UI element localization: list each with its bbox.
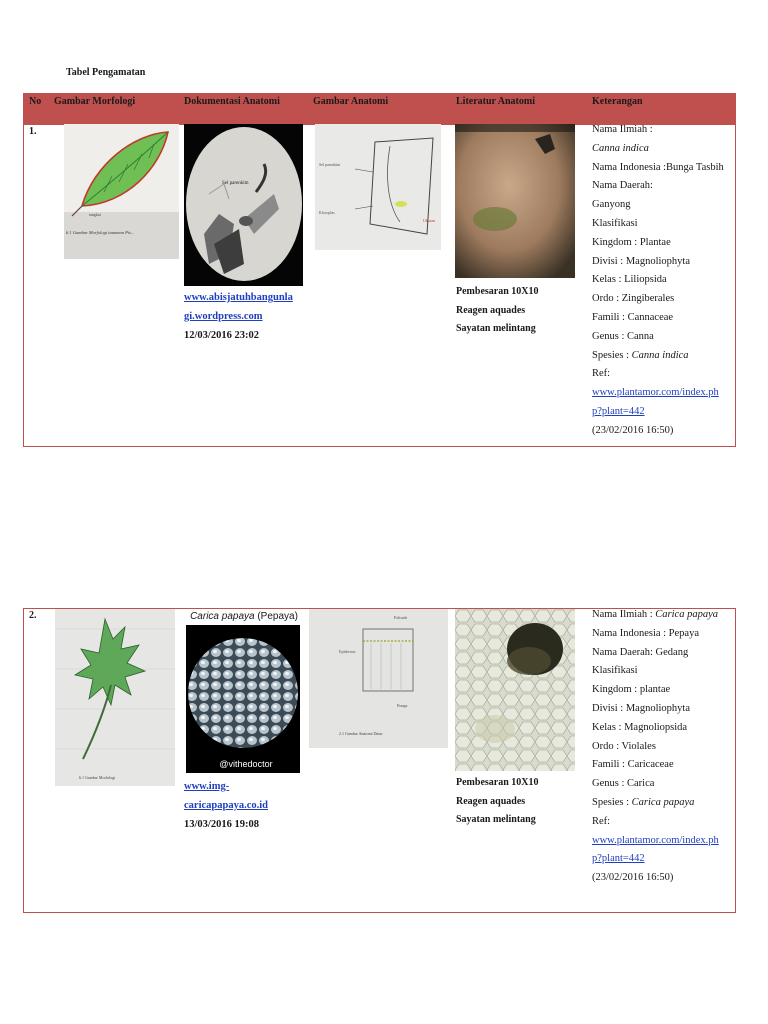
morfologi-papaya-leaf-drawing — [55, 609, 175, 786]
svg-text:Ukuran: Ukuran — [423, 218, 435, 223]
morfologi-leaf-drawing — [64, 124, 179, 259]
spesies-label: Spesies : — [592, 796, 632, 808]
spesies — [592, 794, 719, 813]
literatur-note: Sayatan melintang — [456, 323, 536, 335]
nama-indonesia: Nama Indonesia :Bunga Tasbih — [592, 161, 724, 173]
row-number: 2. — [29, 610, 37, 621]
header-keterangan: Keterangan — [592, 96, 643, 107]
keterangan-block — [592, 606, 719, 888]
genus: Genus : Canna — [592, 330, 654, 342]
table-header — [23, 93, 736, 124]
nama-daerah: Nama Daerah: Gedang — [592, 646, 689, 658]
svg-text:Bunga: Bunga — [397, 703, 408, 708]
svg-text:2.1 Gambar Anatomi Daun: 2.1 Gambar Anatomi Daun — [339, 731, 383, 736]
svg-text:6.1 Gambar Morfologi: 6.1 Gambar Morfologi — [79, 775, 116, 780]
header-gambar-morfologi: Gambar Morfologi — [54, 96, 136, 107]
header-no: No — [29, 96, 42, 107]
ordo: Ordo : Violales — [592, 740, 656, 752]
keterangan-block — [592, 121, 724, 441]
divisi: Divisi : Magnoliophyta — [592, 702, 690, 714]
spesies-label: Spesies : — [592, 349, 632, 361]
spesies-name: Canna indica — [631, 349, 689, 361]
gambar-anatomi-sketch — [315, 124, 441, 250]
spesies-name: Carica papaya — [631, 796, 695, 808]
ref-url-link[interactable]: p?plant=442 — [592, 405, 645, 417]
ref-url-link[interactable]: www.plantamor.com/index.ph — [592, 387, 719, 399]
gambar-anatomi-sketch — [309, 609, 448, 748]
ref-label: Ref: — [592, 815, 611, 827]
caption-species: Carica papaya — [190, 611, 255, 622]
ref-date: (23/02/2016 16:50) — [592, 872, 674, 884]
literatur-note: Pembesaran 10X10 — [456, 286, 539, 297]
header-literatur-anatomi: Literatur Anatomi — [456, 96, 535, 107]
dokumentasi-anatomi-photo — [186, 625, 300, 773]
nama-daerah-label: Nama Daerah: — [592, 180, 653, 192]
nama-ilmiah-label: Nama Ilmiah : — [592, 124, 653, 135]
kelas: Kelas : Liliopsida — [592, 274, 667, 286]
dokumentasi-url-link[interactable]: www.abisjatuhbangunla — [184, 292, 293, 303]
dokumentasi-photo-caption — [186, 609, 302, 625]
nama-ilmiah: Canna indica — [592, 142, 649, 154]
svg-text:Epidermis: Epidermis — [339, 649, 356, 654]
ref-url-link[interactable]: p?plant=442 — [592, 853, 645, 865]
literatur-note: Sayatan melintang — [456, 814, 536, 826]
ref-date: (23/02/2016 16:50) — [592, 424, 674, 436]
genus: Genus : Carica — [592, 778, 655, 790]
dokumentasi-label: Sel parenkim — [222, 181, 249, 186]
klasifikasi: Klasifikasi — [592, 217, 638, 229]
nama-ilmiah-label: Nama Ilmiah : — [592, 609, 656, 620]
literatur-note: Reagen aquades — [456, 304, 526, 316]
literatur-anatomi-photo — [455, 124, 575, 278]
dokumentasi-url-link[interactable]: www.img- — [184, 781, 230, 792]
dokumentasi-url-link[interactable]: gi.wordpress.com — [184, 310, 263, 322]
dokumentasi-url-link[interactable]: caricapapaya.co.id — [184, 799, 268, 811]
divisi: Divisi : Magnoliophyta — [592, 255, 690, 267]
svg-text:Sel parenkim: Sel parenkim — [319, 162, 341, 167]
dokumentasi-datetime: 12/03/2016 23:02 — [184, 329, 259, 341]
spesies — [592, 347, 724, 366]
caption-common: (Pepaya) — [254, 611, 298, 622]
klasifikasi: Klasifikasi — [592, 665, 638, 677]
svg-text:tangkai: tangkai — [89, 212, 101, 217]
famili: Famili : Caricaceae — [592, 759, 674, 771]
ref-url-link[interactable]: www.plantamor.com/index.ph — [592, 834, 719, 846]
kelas: Kelas : Magnoliopsida — [592, 721, 688, 733]
nama-daerah: Ganyong — [592, 199, 631, 211]
famili: Famili : Cannaceae — [592, 311, 674, 323]
nama-ilmiah: Carica papaya — [655, 609, 718, 620]
literatur-note: Reagen aquades — [456, 795, 526, 807]
photo-watermark: @vithedoctor — [219, 759, 273, 769]
svg-text:Kloroplas: Kloroplas — [319, 210, 335, 215]
literatur-note: Pembesaran 10X10 — [456, 777, 539, 788]
ref-label: Ref: — [592, 368, 611, 380]
header-gambar-anatomi: Gambar Anatomi — [313, 96, 389, 107]
page-title: Tabel Pengamatan — [66, 67, 146, 78]
ordo: Ordo : Zingiberales — [592, 293, 675, 305]
kingdom: Kingdom : plantae — [592, 684, 671, 696]
literatur-anatomi-photo — [455, 609, 575, 771]
svg-text:Palisade: Palisade — [394, 615, 408, 620]
row-number: 1. — [29, 126, 37, 137]
header-dokumentasi-anatomi: Dokumentasi Anatomi — [184, 96, 280, 107]
morfologi-caption: 6.1 Gambar Morfologi tanaman Pis... — [66, 230, 135, 235]
kingdom: Kingdom : Plantae — [592, 236, 671, 248]
dokumentasi-anatomi-photo — [184, 124, 303, 286]
dokumentasi-datetime: 13/03/2016 19:08 — [184, 818, 259, 830]
nama-indonesia: Nama Indonesia : Pepaya — [592, 627, 700, 639]
